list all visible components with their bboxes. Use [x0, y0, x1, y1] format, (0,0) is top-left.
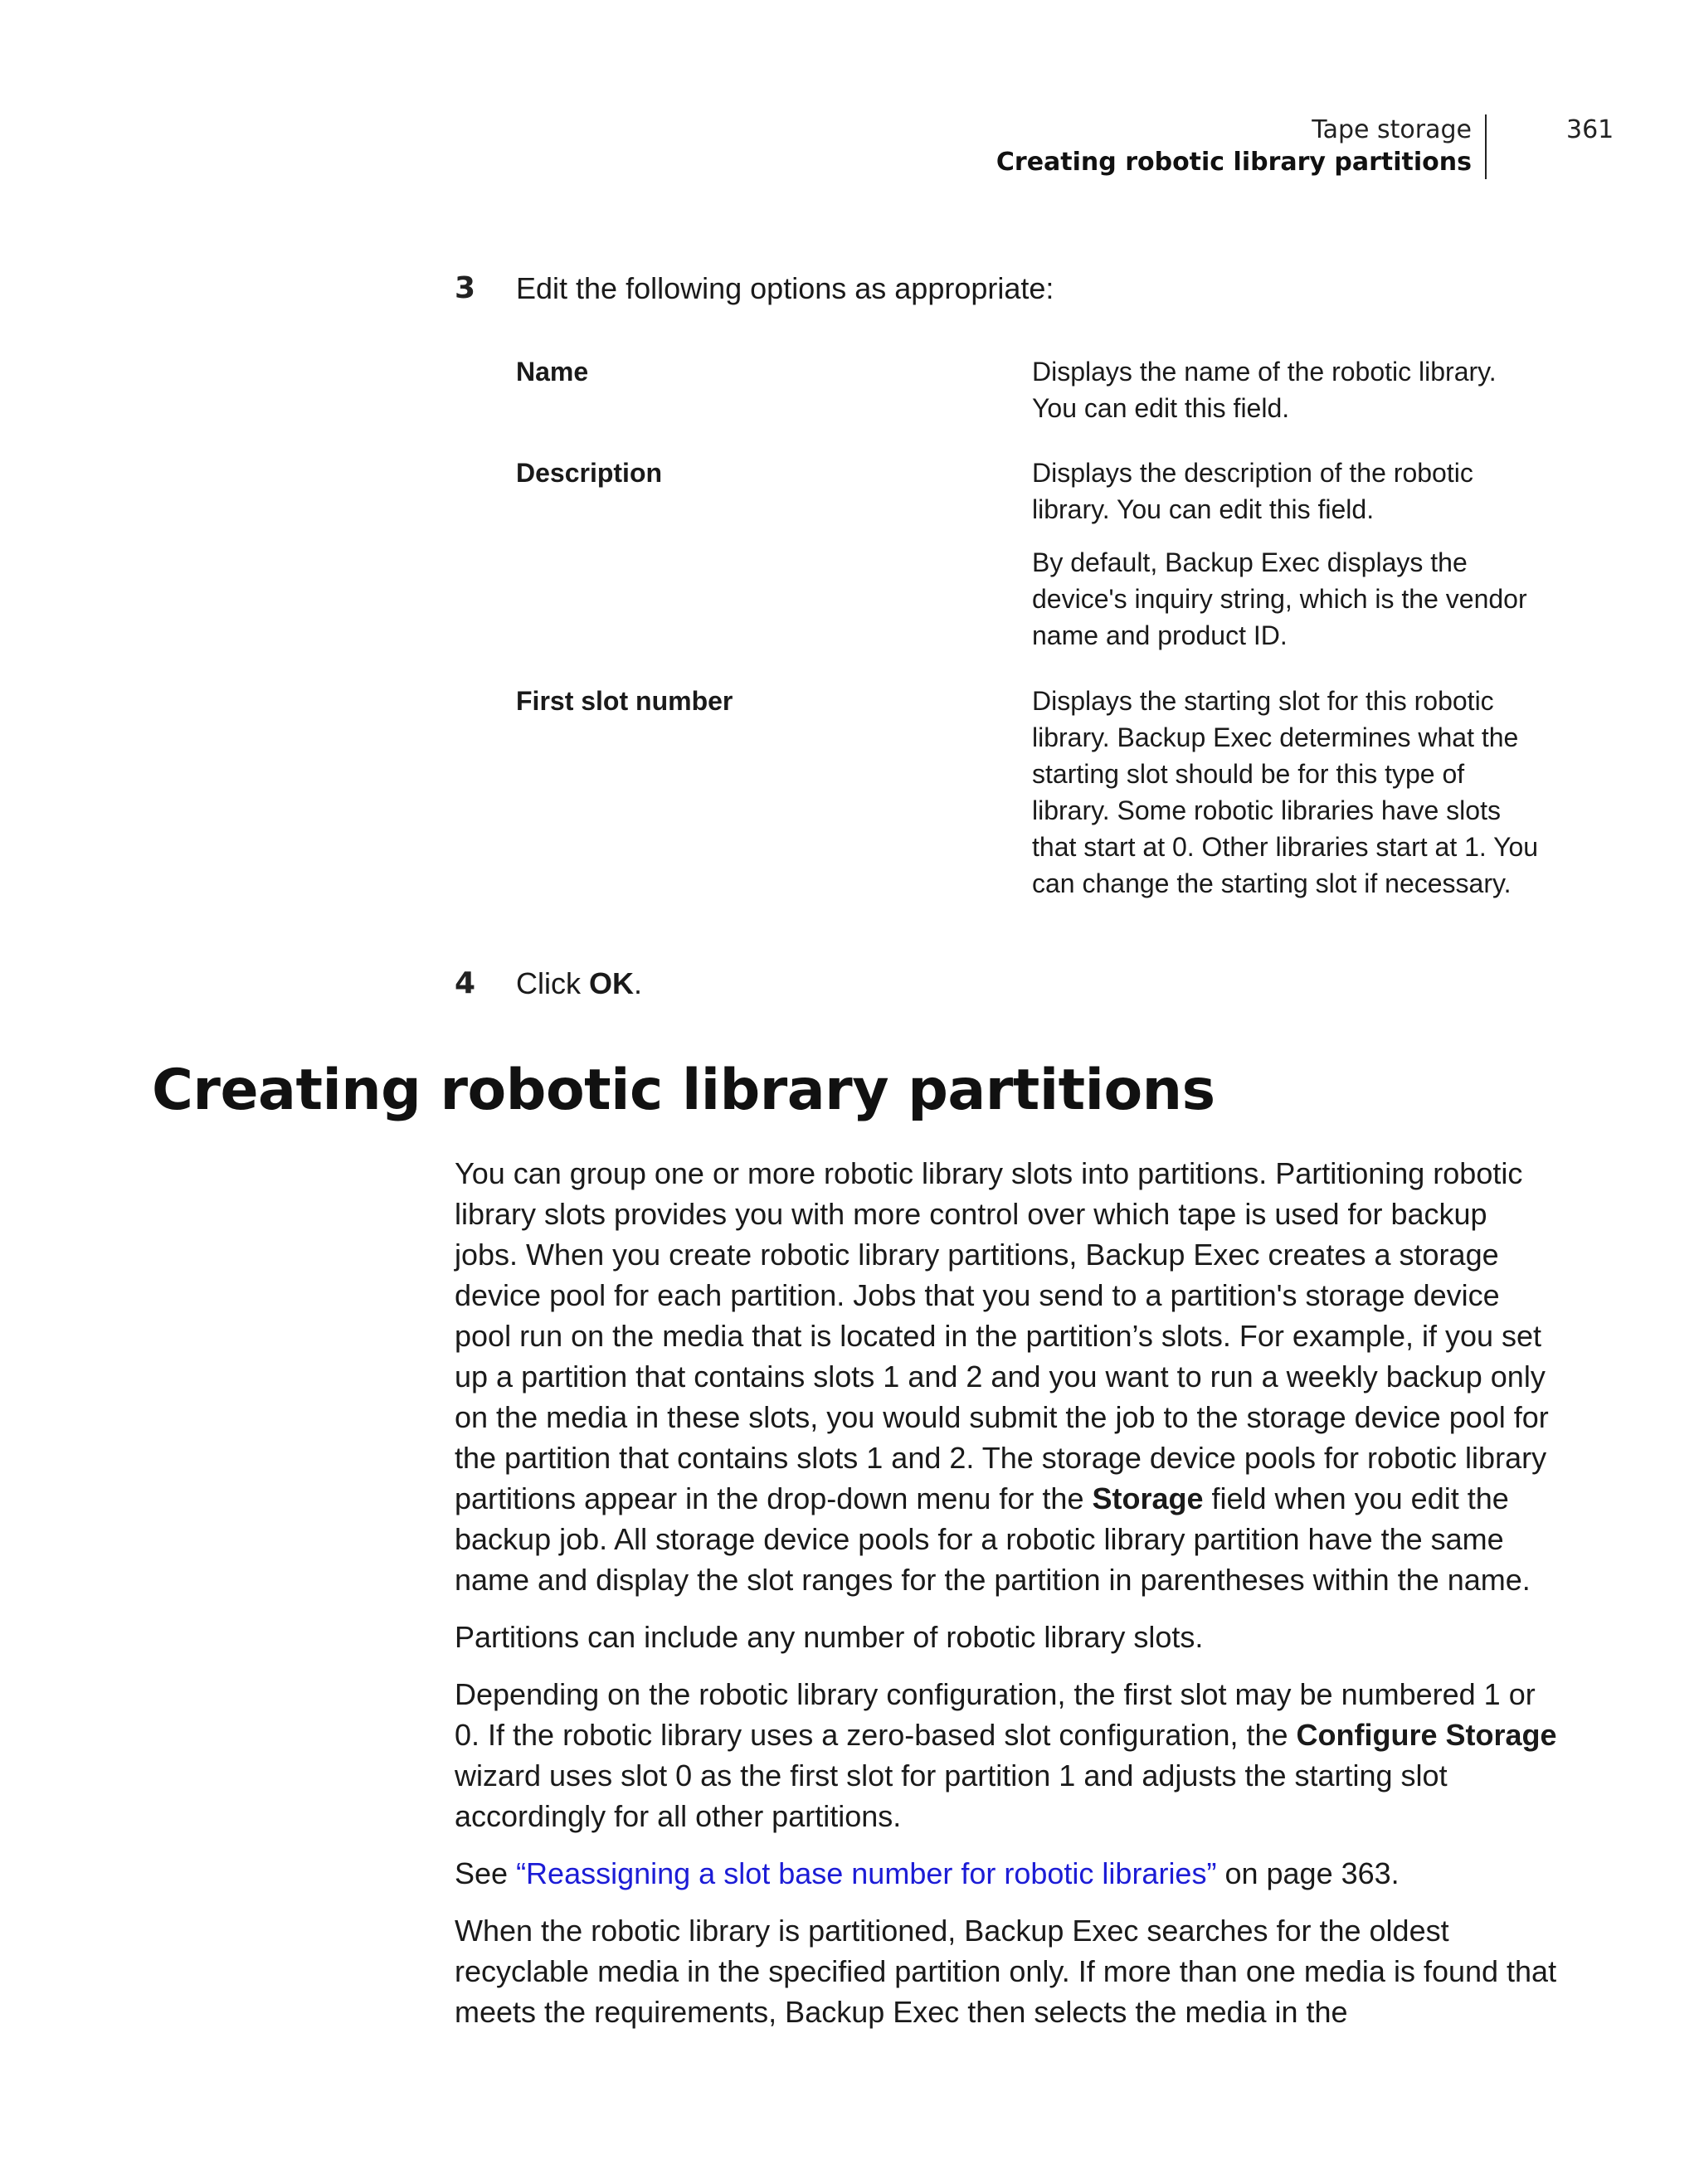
section-heading: Creating robotic library partitions: [152, 1058, 1215, 1123]
step-text-prefix: Click: [516, 966, 589, 1000]
option-description: [1032, 683, 1546, 918]
page-number: 361: [1566, 115, 1614, 144]
configure-storage-reference: Configure Storage: [1296, 1718, 1557, 1752]
body-paragraph: Partitions can include any number of robotic library slots.: [455, 1620, 1204, 1654]
option-description-text: Displays the name of the robotic library. You can edit this field.: [1032, 357, 1497, 423]
header-section: Creating robotic library partitions: [996, 148, 1472, 177]
body-paragraph: [455, 1853, 1558, 1894]
option-label: Name: [516, 357, 589, 387]
step-number: 4: [455, 966, 476, 1000]
step-number: 3: [455, 271, 476, 305]
body-paragraph: [455, 1153, 1558, 1600]
option-description: [1032, 353, 1546, 443]
paragraph-text: field when you edit the backup job. All storage device pools for a robotic library partition have the same name and display the slot ranges for the partition in parentheses within the name.: [455, 1481, 1531, 1597]
paragraph-text: See: [455, 1856, 517, 1890]
option-description-text: Displays the starting slot for this robotic library. Backup Exec determines what the starting slot should be for this type of library. Some robotic libraries have slots that start at 0. Other libraries start at 1. You can change the starting slot if necessary.: [1032, 686, 1539, 898]
step-text: [516, 966, 642, 1002]
option-description: [1032, 455, 1546, 670]
section-body: [455, 1153, 1558, 2049]
option-description-text: Displays the description of the robotic library. You can edit this field.: [1032, 458, 1473, 524]
cross-reference-link[interactable]: “Reassigning a slot base number for robotic libraries”: [516, 1856, 1217, 1890]
paragraph-text: Depending on the robotic library configuration, the first slot may be numbered 1 or 0. If the robotic library uses a zero-based slot configuration, the: [455, 1677, 1536, 1752]
step-text-suffix: .: [634, 966, 643, 1000]
body-paragraph: [455, 1674, 1558, 1836]
body-paragraph: When the robotic library is partitioned, Backup Exec searches for the oldest recyclable media in the specified partition only. If more than one media is found that meets the requirements, Backup Exec then selects the media in the: [455, 1914, 1557, 2029]
paragraph-text: wizard uses slot 0 as the first slot for partition 1 and adjusts the starting slot accordingly for all other partitions.: [455, 1758, 1448, 1833]
ok-button-reference: OK: [589, 966, 634, 1000]
option-description-text: By default, Backup Exec displays the device's inquiry string, which is the vendor name and product ID.: [1032, 547, 1527, 650]
paragraph-text: You can group one or more robotic library slots into partitions. Partitioning robotic library slots provides you with more control over which tape is used for backup jobs. When you create robotic library partitions, Backup Exec creates a storage device pool for each partition. Jobs that you send to a partition's storage device pool run on the media that is located in the partition’s slots. For example, if you set up a partition that contains slots 1 and 2 and you want to run a weekly backup only on the media in these slots, you would submit the job to the storage device pool for the partition that contains slots 1 and 2. The storage device pools for robotic library partitions appear in the drop-down menu for the: [455, 1156, 1549, 1515]
option-label: First slot number: [516, 686, 733, 716]
paragraph-text: on page 363.: [1216, 1856, 1400, 1890]
option-label: Description: [516, 458, 663, 488]
storage-field-reference: Storage: [1092, 1481, 1204, 1515]
step-text: Edit the following options as appropriate:: [516, 271, 1054, 305]
running-header: [891, 114, 1487, 179]
header-chapter: Tape storage: [1312, 115, 1472, 144]
